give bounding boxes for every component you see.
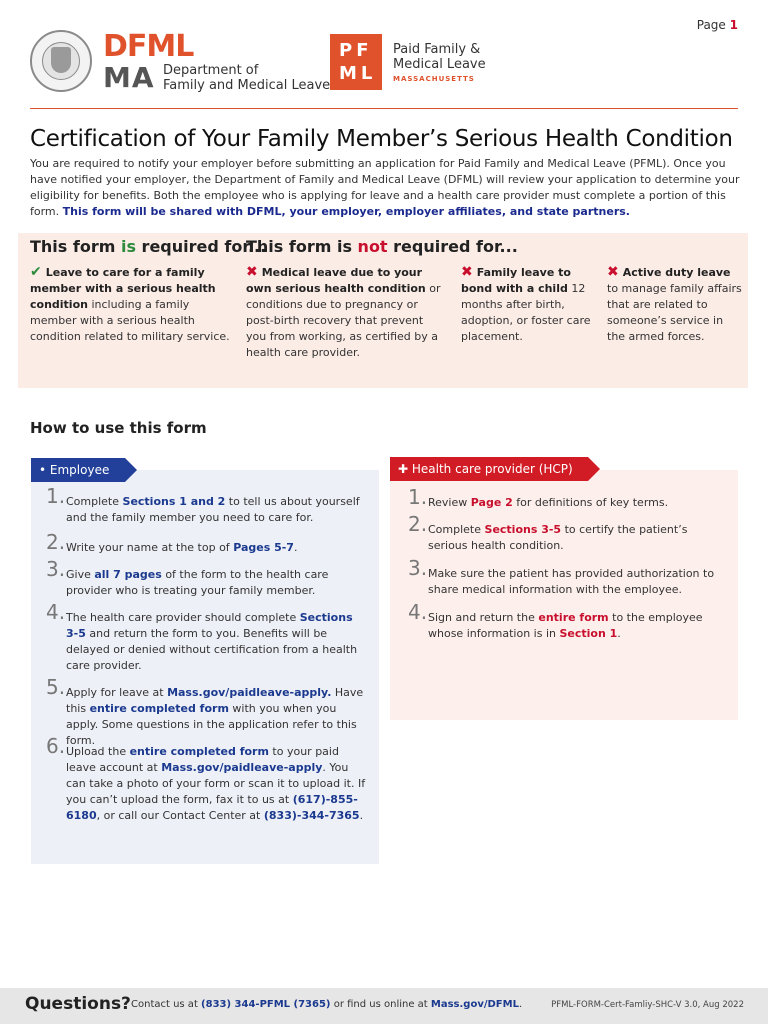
hcp-tab: ✚ Health care provider (HCP) [390, 457, 588, 481]
required-item: ✔ Leave to care for a family member with a serious health condition including a family member with a serious health condition related to military service. [30, 264, 230, 343]
hcp-step-4: 4. Sign and return the entire form to the employee whose information is in Section 1. [408, 600, 703, 640]
hcp-step-1: 1. Review Page 2 for definitions of key terms. [408, 485, 669, 509]
employee-step-4: 4. The health care provider should complete Sections 3-5 and return the form to you. Benefits will be delayed or denied without certification from a health care provider. [46, 600, 358, 672]
not-required-item-active-duty: ✖ Active duty leave to manage family affairs that are related to someone’s service in the armed forces. [607, 264, 742, 343]
not-required-item-bonding: ✖ Family leave to bond with a child 12 months after birth, adoption, or foster care placement. [461, 264, 591, 343]
not-required-heading: This form is not required for... [246, 237, 518, 256]
intro-paragraph: You are required to notify your employer before submitting an application for Paid Family and Medical Leave (PFML). Once you have notified your employer, the Department of Family and Medical Leave (DFML) will review your application to determine your eligibility for benefits. Both the employee who is applying for leave and a health care provider must complete a portion of this form. This form will be shared with DFML, your employer, employer affiliates, and state partners. [30, 157, 740, 218]
footer [0, 988, 768, 1024]
employee-tab: • Employee [31, 458, 125, 482]
employee-step-3: 3. Give all 7 pages of the form to the health care provider who is treating your family member. [46, 557, 329, 597]
employee-step-5: 5. Apply for leave at Mass.gov/paidleave-apply. Have this entire completed form with you when you apply. Some questions in the application refer to this form. [46, 675, 364, 747]
how-to-heading: How to use this form [30, 419, 207, 437]
employee-step-2: 2. Write your name at the top of Pages 5-7. [46, 530, 298, 554]
not-required-item-medical: ✖ Medical leave due to your own serious health condition or conditions due to pregnancy or post-birth recovery that prevent you from working, as certified by a health care provider. [246, 264, 441, 359]
page-number: Page 1 [696, 18, 738, 32]
employee-step-6: 6. Upload the entire completed form to your paid leave account at Mass.gov/paidleave-apply. You can take a photo of your form or scan it to upload it. If you can’t upload the form, fax it to us at (617)-855-6180, or call our Contact Center at (833)-344-7365. [46, 734, 366, 822]
pfml-logo: PF ML [330, 34, 382, 90]
dfml-logo: DFML MA Department of Family and Medical Leave [103, 29, 331, 94]
form-version: PFML-FORM-Cert-Famliy-SHC-V 3.0, Aug 2022 [551, 1000, 744, 1010]
page-title: Certification of Your Family Member’s Serious Health Condition [30, 126, 733, 152]
employee-step-1: 1. Complete Sections 1 and 2 to tell us about yourself and the family member you need to care for. [46, 484, 360, 524]
questions-label: Questions? [25, 994, 131, 1014]
state-seal-logo [30, 30, 92, 92]
required-heading: This form is required for... [30, 237, 267, 256]
x-icon: ✖ [246, 264, 258, 280]
x-icon: ✖ [607, 264, 619, 280]
pfml-logo-text: Paid Family & Medical Leave MASSACHUSETTS [393, 42, 486, 83]
contact-line: Contact us at (833) 344-PFML (7365) or find us online at Mass.gov/DFML. [131, 999, 523, 1010]
check-icon: ✔ [30, 264, 42, 280]
header-divider [30, 108, 738, 109]
x-icon: ✖ [461, 264, 473, 280]
hcp-step-3: 3. Make sure the patient has provided authorization to share medical information with the employee. [408, 556, 715, 596]
hcp-step-2: 2. Complete Sections 3-5 to certify the patient’s serious health condition. [408, 512, 688, 552]
